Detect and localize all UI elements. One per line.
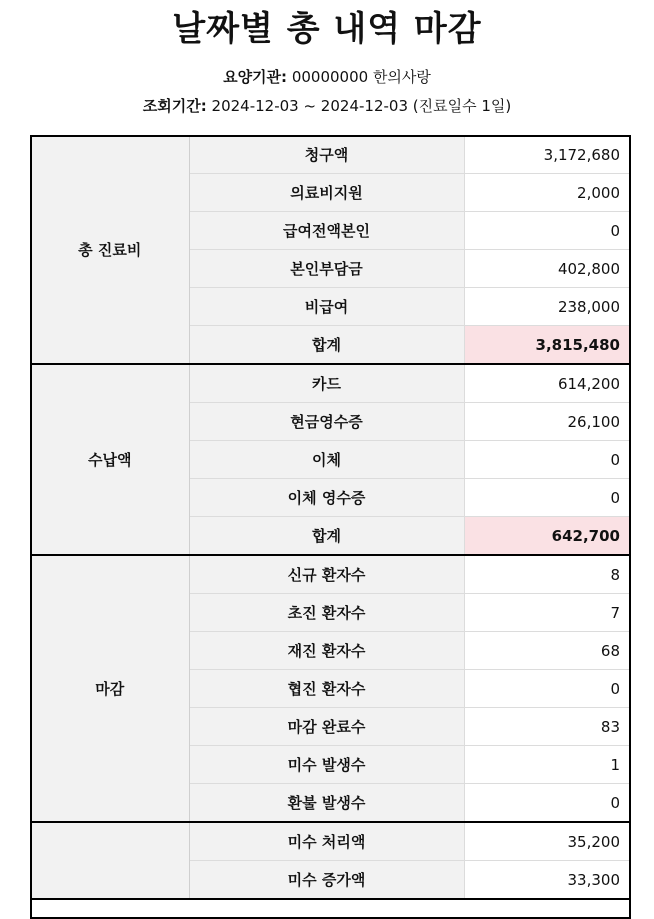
total-value: 642,700: [464, 517, 629, 556]
row-label: 미수 증가액: [189, 861, 464, 900]
period-value: 2024-12-03 ~ 2024-12-03 (진료일수 1일): [211, 97, 512, 115]
institution-label: 요양기관:: [223, 68, 288, 86]
row-label: 마감 완료수: [189, 708, 464, 746]
row-value: 8: [464, 555, 629, 594]
row-label: 비급여: [189, 288, 464, 326]
row-value: 402,800: [464, 250, 629, 288]
row-label: 초진 환자수: [189, 594, 464, 632]
period-line: [0, 96, 654, 116]
row-value: 0: [464, 441, 629, 479]
row-value: 0: [464, 212, 629, 250]
period-label: 조회기간:: [142, 97, 207, 115]
row-value: 2,000: [464, 174, 629, 212]
row-label: 본인부담금: [189, 250, 464, 288]
row-label: 합계: [189, 326, 464, 365]
row-value: 1: [464, 746, 629, 784]
row-label: 이체 영수증: [189, 479, 464, 517]
section-header: 마감: [31, 555, 189, 822]
row-value: 614,200: [464, 364, 629, 403]
row-value: 3,172,680: [464, 136, 629, 174]
section-header: 총 진료비: [31, 136, 189, 364]
row-label: 급여전액본인: [189, 212, 464, 250]
row-label: 환불 발생수: [189, 784, 464, 823]
section-header: 수납액: [31, 364, 189, 555]
section-header: [31, 822, 189, 899]
institution-line: [0, 67, 654, 87]
row-value: 68: [464, 632, 629, 670]
row-label: 재진 환자수: [189, 632, 464, 670]
table-row: [31, 136, 629, 174]
row-value: 35,200: [464, 822, 629, 861]
row-label: 합계: [189, 517, 464, 556]
row-label: 청구액: [189, 136, 464, 174]
table-row: [31, 555, 629, 594]
row-value: 33,300: [464, 861, 629, 900]
summary-table: [31, 136, 629, 900]
table-row: [31, 364, 629, 403]
row-label: 협진 환자수: [189, 670, 464, 708]
row-label: 의료비지원: [189, 174, 464, 212]
row-label: 현금영수증: [189, 403, 464, 441]
total-value: 3,815,480: [464, 326, 629, 365]
row-label: 이체: [189, 441, 464, 479]
row-label: 미수 처리액: [189, 822, 464, 861]
row-value: 238,000: [464, 288, 629, 326]
row-label: 카드: [189, 364, 464, 403]
row-value: 0: [464, 784, 629, 823]
row-label: 미수 발생수: [189, 746, 464, 784]
row-value: 83: [464, 708, 629, 746]
table-row: [31, 822, 629, 861]
row-value: 7: [464, 594, 629, 632]
row-value: 26,100: [464, 403, 629, 441]
row-label: 신규 환자수: [189, 555, 464, 594]
page-title: 날짜별 총 내역 마감: [172, 9, 482, 49]
row-value: 0: [464, 670, 629, 708]
row-value: 0: [464, 479, 629, 517]
institution-value: 00000000 한의사랑: [291, 68, 431, 86]
